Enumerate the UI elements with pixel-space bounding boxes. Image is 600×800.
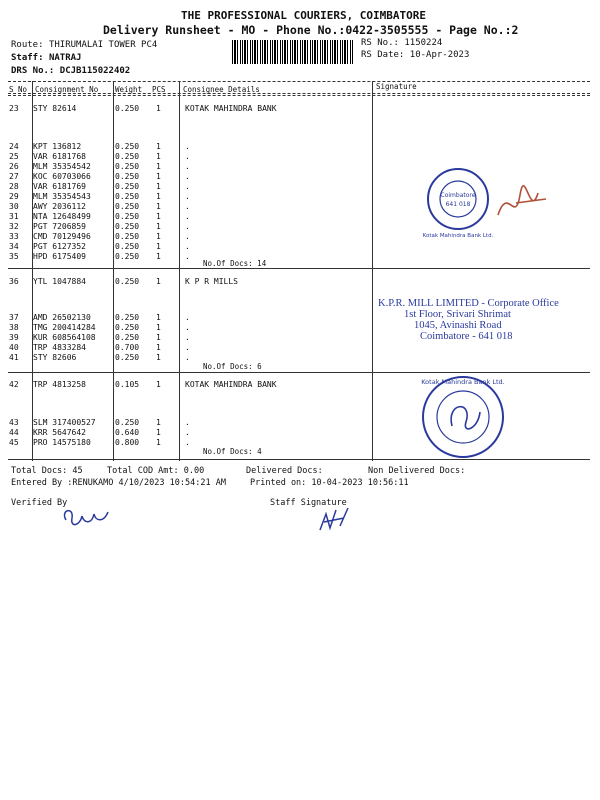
group-doc-count: No.Of Docs: 4 [203,447,262,456]
col-header-consignment: Consignment No [35,85,99,94]
kotak-stamp-pin: 641 018 [445,201,471,208]
table-header-rule-2 [8,95,590,96]
col-header-sno: S No [9,85,28,94]
kotak-stamp-city: Coimbatore [440,192,476,199]
verified-signature [58,502,118,534]
col-divider [179,81,180,461]
table-top-rule [8,81,590,82]
barcode [232,40,354,64]
staff-value: NATRAJ [48,53,82,63]
runsheet-subtitle: Delivery Runsheet - MO - Phone No.:0422-3505555 - Page No.:2 [103,23,519,37]
col-header-pcs: PCS [152,85,166,94]
delivered-docs: Delivered Docs: [246,466,323,476]
kpr-stamp-line-3: 1045, Avinashi Road [414,320,502,331]
kotak-round-stamp-2 [418,372,508,462]
col-header-signature: Signature [376,82,417,91]
verified-by-label: Verified By [11,498,68,508]
rs-no-label: RS No.: [361,38,399,48]
non-delivered-docs: Non Delivered Docs: [368,466,466,476]
kotak-stamp-bank: Kotak Mahindra Bank Ltd. [422,233,494,239]
rs-date-line [361,50,469,60]
route-label: Route: [11,40,44,50]
col-header-weight: Weight [115,85,143,94]
stamp-signature-scribble [498,186,546,215]
route-line [11,40,157,50]
drs-label: DRS No.: [11,66,55,76]
rs-date-label: RS Date: [361,50,405,60]
kpr-stamp-line-1: K.P.R. MILL LIMITED - Corporate Office [378,298,559,309]
col-header-consignee: Consignee Details [183,85,260,94]
kpr-stamp-line-2: 1st Floor, Srivari Shrimat [404,309,511,320]
total-cod-amount: Total COD Amt: 0.00 [107,466,205,476]
drs-value: DCJB115022402 [59,66,131,76]
drs-line [11,66,130,76]
route-value: THIRUMALAI TOWER PC4 [48,40,158,50]
rs-no-value: 1150224 [404,38,443,48]
kpr-mill-stamp [378,298,559,342]
rs-no-line [361,38,442,48]
staff-signature [314,504,354,536]
staff-signature-label: Staff Signature [270,498,347,508]
printed-on: Printed on: 10-04-2023 10:56:11 [250,478,409,488]
stamp-signature-scribble [451,407,480,429]
rs-date-value: 10-Apr-2023 [409,50,470,60]
total-docs: Total Docs: 45 [11,466,83,476]
col-divider [32,81,33,461]
group-divider [8,268,590,269]
kotak-round-stamp-1 [420,155,560,245]
col-divider [372,81,373,461]
kotak-stamp-bank-2: Kotak Mahindra Bank Ltd. [421,378,505,386]
group-doc-count: No.Of Docs: 6 [203,362,262,371]
col-divider [113,81,114,461]
staff-label: Staff: [11,53,44,63]
group-doc-count: No.Of Docs: 14 [203,259,267,268]
staff-line [11,53,81,63]
company-title: THE PROFESSIONAL COURIERS, COIMBATORE [181,9,427,22]
entered-by: Entered By :RENUKAMO 4/10/2023 10:54:21 AM [11,478,226,488]
kpr-stamp-line-4: Coimbatore - 641 018 [420,331,513,342]
